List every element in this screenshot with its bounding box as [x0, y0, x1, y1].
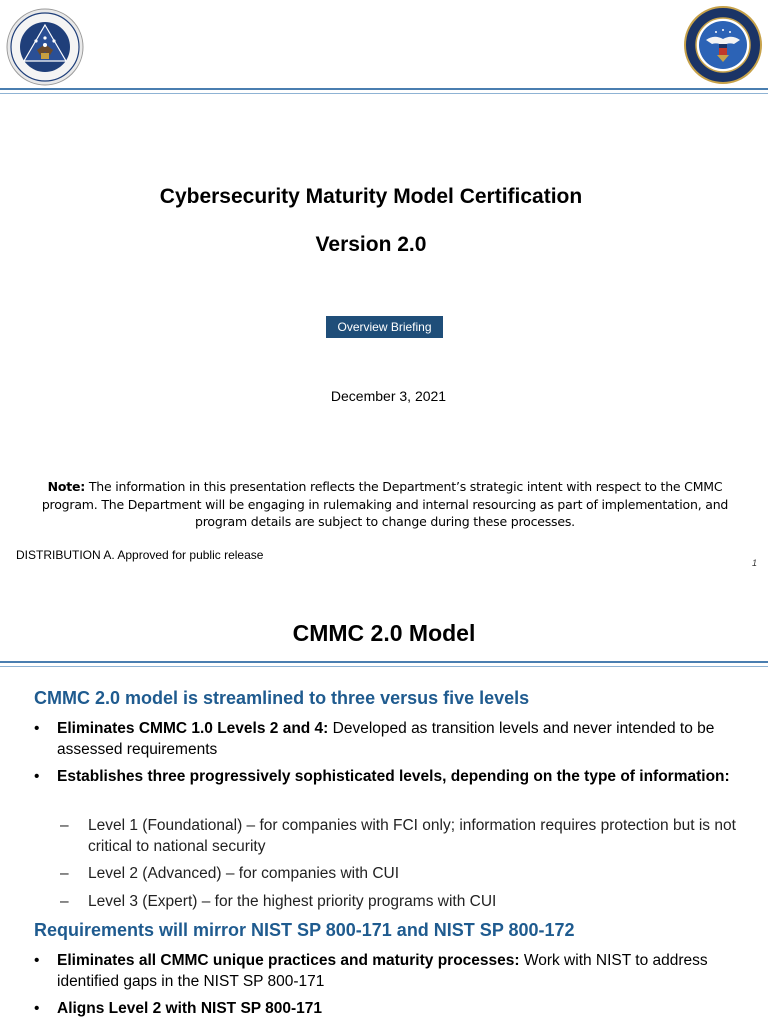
bullet-icon: •: [34, 952, 40, 969]
dash-icon: –: [60, 865, 69, 882]
bullet-icon: •: [34, 768, 40, 785]
bullet-text: Work with NIST to address identified gaps in the NIST SP 800-171: [57, 952, 708, 990]
bullet-icon: •: [34, 720, 40, 737]
presentation-version: Version 2.0: [315, 233, 427, 256]
header-rule: [0, 88, 768, 90]
bullet-eliminate-levels: [34, 718, 734, 760]
bullet-eliminate-practices: [34, 950, 734, 992]
sub-item-level-2: [60, 863, 740, 884]
section-heading-nist: Requirements will mirror NIST SP 800-171 and NIST SP 800-172: [34, 920, 575, 940]
bullet-text: Developed as transition levels and never intended to be assessed requirements: [57, 720, 715, 758]
distribution-statement: DISTRIBUTION A. Approved for public release: [16, 548, 264, 562]
sub-item-text: Level 1 (Foundational) – for companies with FCI only; information requires protection but is not critical to national security: [88, 817, 736, 855]
bullet-bold: Establishes three progressively sophisticated levels, depending on the type of information:: [57, 768, 730, 785]
bullet-bold: Aligns Level 2 with NIST SP 800-171: [57, 1000, 323, 1017]
bullet-icon: •: [34, 1000, 40, 1017]
department-of-defense-seal-icon: [684, 6, 762, 84]
bullet-bold: Eliminates CMMC 1.0 Levels 2 and 4:: [57, 720, 329, 737]
slide-title: CMMC 2.0 Model: [292, 620, 476, 646]
bullet-bold: Eliminates all CMMC unique practices and maturity processes:: [57, 952, 520, 969]
sub-item-text: Level 3 (Expert) – for the highest priority programs with CUI: [88, 893, 497, 910]
dash-icon: –: [60, 893, 69, 910]
note-text: The information in this presentation reflects the Department’s strategic intent with respect to the CMMC program. The Department will be engaging in rulemaking and internal resourcing as part of implementation, and program details are subject to change during these processes.: [41, 479, 729, 529]
sub-item-level-1: [60, 815, 740, 857]
sub-item-text: Level 2 (Advanced) – for companies with CUI: [88, 865, 400, 882]
page-number: 1: [752, 558, 758, 568]
section-heading-levels: CMMC 2.0 model is streamlined to three versus five levels: [34, 688, 530, 708]
note-paragraph: [30, 478, 740, 531]
bullet-three-levels: [34, 766, 734, 787]
note-label: Note:: [47, 479, 86, 494]
slide-title-rule-thin: [0, 666, 768, 667]
presentation-title: Cybersecurity Maturity Model Certification: [159, 185, 583, 208]
slide-title-rule: [0, 661, 768, 663]
usd-acquisition-sustainment-seal-icon: [6, 8, 84, 86]
cmmc-model-slide: [0, 590, 768, 1024]
header-rule-thin: [0, 93, 768, 94]
presentation-date: December 3, 2021: [330, 388, 447, 404]
overview-briefing-badge: Overview Briefing: [326, 316, 443, 338]
dash-icon: –: [60, 817, 69, 834]
bullet-align-level-2: [34, 998, 734, 1019]
sub-item-level-3: [60, 891, 740, 912]
